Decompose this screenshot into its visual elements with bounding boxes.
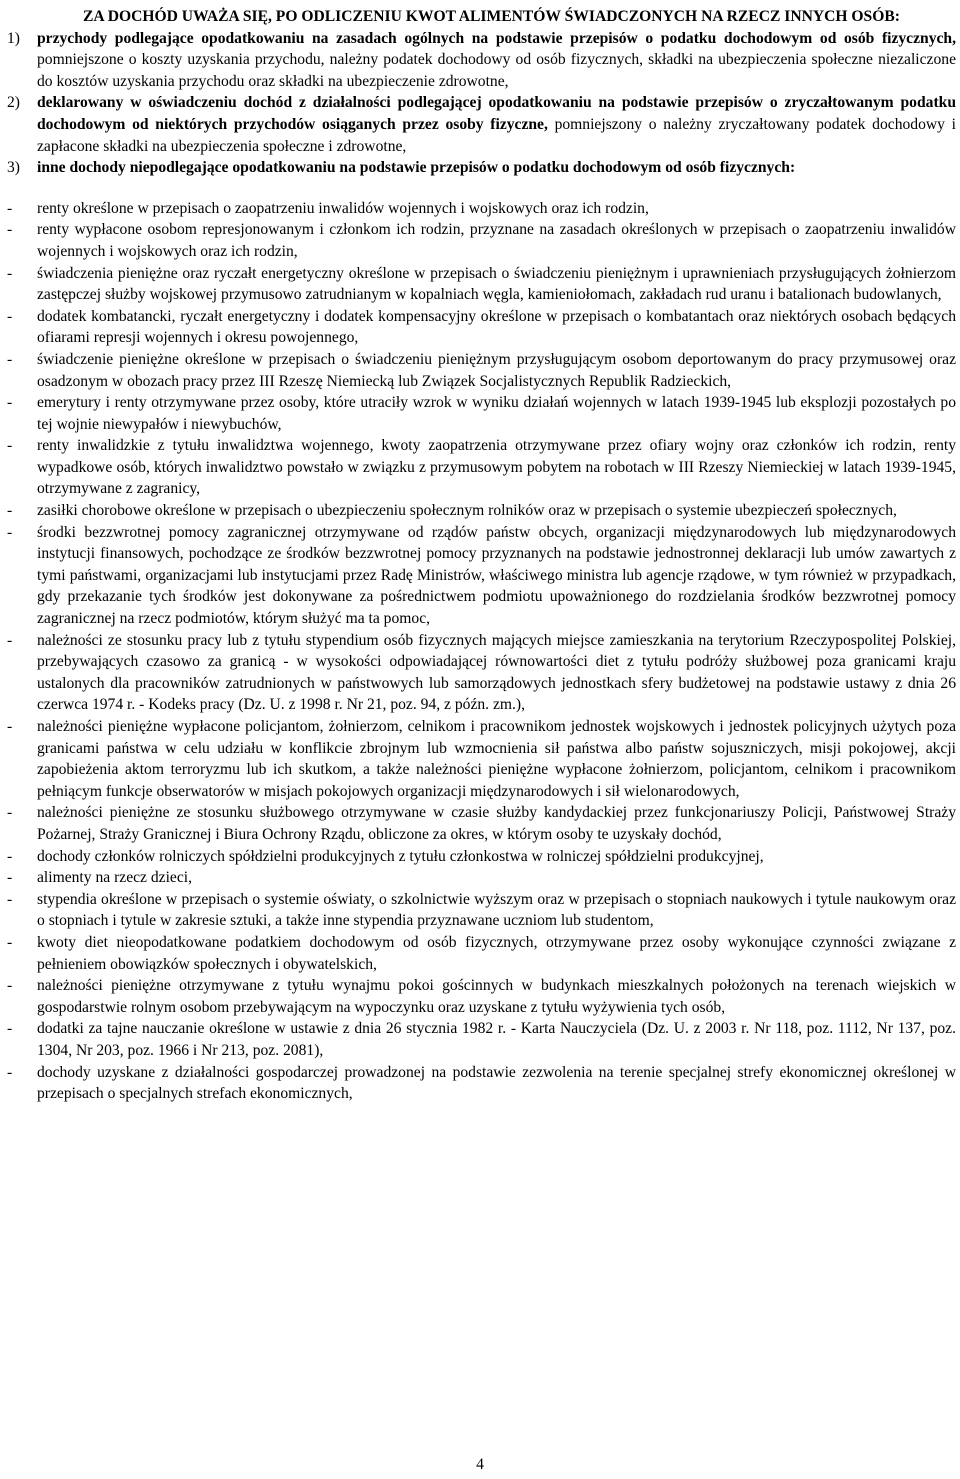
list-item-text: emerytury i renty otrzymywane przez osoby, które utraciły wzrok w wyniku działań wojennych w latach 1939-1945 lub eksplozji pozostałych po tej wojnie niewypałów i niewybuchów, xyxy=(37,394,956,433)
item-number: 1) xyxy=(7,29,20,47)
list-item xyxy=(7,716,956,802)
list-item-text: zasiłki chorobowe określone w przepisach o ubezpieczeniu społecznym rolników oraz w przepisach o systemie ubezpieczeń społecznych, xyxy=(37,502,897,520)
list-item-text: należności ze stosunku pracy lub z tytułu stypendium osób fizycznych mających miejsce zamieszkania na terytorium Rzeczypospolitej Polskiej, przebywających czasowo za granicą - w wysokości odpowiadającej równowartości diet z tytułu podróży służbowej poza granicami kraju ustalonych dla pracowników zatrudnionych w państwowych lub samorządowych jednostkach sfery budżetowej na podstawie ustawy z dnia 26 czerwca 1974 r. - Kodeks pracy (Dz. U. z 1998 r. Nr 21, poz. 94, z późn. zm.), xyxy=(37,631,956,714)
document-body xyxy=(7,6,956,1105)
list-item xyxy=(7,219,956,262)
dash-marker: - xyxy=(7,307,13,325)
list-item xyxy=(7,392,956,435)
dash-marker: - xyxy=(7,933,13,951)
list-item-text: należności pieniężne wypłacone policjantom, żołnierzom, celnikom i pracownikom jednostek wojskowych i jednostek policyjnych użytych poza granicami państwa w celu udziału w konflikcie zbrojnym lub wzmocnienia sił państwa albo państw sojuszniczych, misji pokojowej, akcji zapobieżenia aktom terroryzmu lub ich skutkom, a także należności pieniężne wypłacone żołnierzom, policjantom, celnikom i pracownikom pełniącym funkcje obserwatorów w misjach pokojowych organizacji międzynarodowych i sił wielonarodowych, xyxy=(37,718,956,800)
list-item-text: należności pieniężne otrzymywane z tytułu wynajmu pokoi gościnnych w budynkach mieszkalnych położonych na terenach wiejskich w gospodarstwie rolnym osobom przebywającym na wypoczynku oraz uzyskane z tytułu wyżywienia tych osób, xyxy=(37,977,956,1016)
dash-marker: - xyxy=(7,350,13,368)
list-item xyxy=(7,306,956,349)
dash-marker: - xyxy=(7,394,13,412)
numbered-item xyxy=(7,28,956,93)
item-number: 2) xyxy=(7,94,20,112)
dash-list xyxy=(7,198,956,1105)
dash-marker: - xyxy=(7,1063,13,1081)
list-item-text: dodatki za tajne nauczanie określone w ustawie z dnia 26 stycznia 1982 r. - Karta Nauczyciela (Dz. U. z 2003 r. Nr 118, poz. 1112, Nr 137, poz. 1304, Nr 203, poz. 1966 i Nr 213, poz. 2081), xyxy=(37,1020,956,1059)
list-item-text: dochody członków rolniczych spółdzielni produkcyjnych z tytułu członkostwa w rolniczej spółdzielni produkcyjnej, xyxy=(37,847,764,865)
dash-marker: - xyxy=(7,437,13,455)
list-item xyxy=(7,889,956,932)
list-item xyxy=(7,975,956,1018)
dash-marker: - xyxy=(7,890,13,908)
dash-marker: - xyxy=(7,502,13,520)
list-item xyxy=(7,846,956,868)
list-item-text: stypendia określone w przepisach o systemie oświaty, o szkolnictwie wyższym oraz w przepisach o stopniach naukowych i tytule naukowym oraz o stopniach i tytule w zakresie sztuki, a także inne stypendia przyznawane uczniom lub studentom, xyxy=(37,890,956,930)
list-item-text: dodatek kombatancki, ryczałt energetyczny i dodatek kompensacyjny określone w przepisach o kombatantach oraz niektórych osobach będących ofiarami represji wojennych i okresu powojennego, xyxy=(37,307,956,347)
list-item-text: dochody uzyskane z działalności gospodarczej prowadzonej na podstawie zezwolenia na terenie specjalnej strefy ekonomicznej określonej w przepisach o specjalnych strefach ekonomicznych, xyxy=(37,1063,956,1103)
item-regular-text: pomniejszony o należny zryczałtowany podatek dochodowy i zapłacone składki na ubezpieczenia społeczne i zdrowotne, xyxy=(37,115,956,155)
item-number: 3) xyxy=(7,159,20,177)
list-item xyxy=(7,500,956,522)
dash-marker: - xyxy=(7,804,13,822)
item-bold-text: deklarowany w oświadczeniu dochód z działalności podlegającej opodatkowaniu na podstawie przepisów o zryczałtowanym podatku dochodowym od niektórych przychodów osiąganych przez osoby fizyczne, xyxy=(37,94,956,133)
dash-marker: - xyxy=(7,1020,13,1038)
list-item xyxy=(7,630,956,716)
dash-marker: - xyxy=(7,523,13,541)
numbered-list xyxy=(7,28,956,179)
list-item-text: środki bezzwrotnej pomocy zagranicznej otrzymywane od rządów państw obcych, organizacji międzynarodowych lub międzynarodowych instytucji finansowych, pochodzące ze środków bezzwrotnej pomocy przyznanych na podstawie jednostronnej deklaracji lub umów zawartych z tymi państwami, organizacjami lub instytucjami przez Radę Ministrów, właściwego ministra lub agencje rządowe, w tym również w przypadkach, gdy przekazanie tych środków jest dokonywane za pośrednictwem podmiotu upoważnionego do rozdzielania środków bezzwrotnej pomocy zagranicznej na rzecz podmiotów, którym służyć ma ta pomoc, xyxy=(37,523,956,628)
list-item-text: renty wypłacone osobom represjonowanym i członkom ich rodzin, przyznane na zasadach określonych w przepisach o zaopatrzeniu inwalidów wojennych i wojskowych oraz ich rodzin, xyxy=(37,221,956,260)
numbered-item xyxy=(7,157,956,179)
dash-marker: - xyxy=(7,977,13,995)
paragraph-gap xyxy=(7,179,956,198)
list-item xyxy=(7,522,956,630)
list-item-text: renty inwalidzkie z tytułu inwalidztwa wojennego, kwoty zaopatrzenia otrzymywane przez ofiary wojny oraz członków ich rodzin, renty wypadkowe osób, których inwalidztwo powstało w związku z przymusowym pobytem na robotach w III Rzeszy Niemieckiej w latach 1939-1945, otrzymywane z zagranicy, xyxy=(37,437,956,498)
numbered-item xyxy=(7,92,956,157)
list-item-text: kwoty diet nieopodatkowane podatkiem dochodowym od osób fizycznych, otrzymywane przez osoby wykonujące czynności związane z pełnieniem obowiązków społecznych i obywatelskich, xyxy=(37,933,956,973)
list-item xyxy=(7,1062,956,1105)
list-item xyxy=(7,349,956,392)
list-item xyxy=(7,198,956,220)
list-item xyxy=(7,867,956,889)
list-item-text: świadczenia pieniężne oraz ryczałt energetyczny określone w przepisach o świadczeniu pieniężnym i uprawnieniach przysługujących żołnierzom zastępczej służby wojskowej przymusowo zatrudnianym w kopalniach węgla, kamieniołomach, zakładach rud uranu i batalionach budowlanych, xyxy=(37,264,956,304)
list-item xyxy=(7,263,956,306)
list-item xyxy=(7,802,956,845)
list-item xyxy=(7,435,956,500)
item-regular-text: pomniejszone o koszty uzyskania przychodu, należny podatek dochodowy od osób fizycznych, składki na ubezpieczenia społeczne niezaliczone do kosztów uzyskania przychodu oraz składki na ubezpieczenie zdrowotne, xyxy=(37,51,956,90)
list-item-text: alimenty na rzecz dzieci, xyxy=(37,869,192,887)
dash-marker: - xyxy=(7,718,13,735)
page-number: 4 xyxy=(476,1456,484,1473)
dash-marker: - xyxy=(7,221,13,239)
item-bold-text: inne dochody niepodlegające opodatkowaniu na podstawie przepisów o podatku dochodowym od osób fizycznych: xyxy=(37,159,796,177)
dash-marker: - xyxy=(7,847,13,865)
list-item xyxy=(7,1018,956,1061)
item-text xyxy=(37,28,956,93)
dash-marker: - xyxy=(7,264,13,282)
dash-marker: - xyxy=(7,869,13,887)
item-bold-text: przychody podlegające opodatkowaniu na zasadach ogólnych na podstawie przepisów o podatku dochodowym od osób fizycznych, xyxy=(37,29,956,47)
section-heading: ZA DOCHÓD UWAŻA SIĘ, PO ODLICZENIU KWOT ALIMENTÓW ŚWIADCZONYCH NA RZECZ INNYCH OSÓB: xyxy=(83,8,900,25)
list-item xyxy=(7,932,956,975)
dash-marker: - xyxy=(7,631,13,649)
list-item-text: należności pieniężne ze stosunku służbowego otrzymywane w czasie służby kandydackiej przez funkcjonariuszy Policji, Państwowej Straży Pożarnej, Straży Granicznej i Biura Ochrony Rządu, obliczone za okres, w którym osoby te uzyskały dochód, xyxy=(37,804,956,843)
dash-marker: - xyxy=(7,199,13,217)
item-text xyxy=(37,157,956,179)
item-text xyxy=(37,92,956,157)
list-item-text: renty określone w przepisach o zaopatrzeniu inwalidów wojennych i wojskowych oraz ich rodzin, xyxy=(37,199,649,217)
list-item-text: świadczenie pieniężne określone w przepisach o świadczeniu pieniężnym przysługującym osobom deportowanym do pracy przymusowej oraz osadzonym w obozach pracy przez III Rzeszę Niemiecką lub Związek Socjalistycznych Republik Radzieckich, xyxy=(37,350,956,390)
